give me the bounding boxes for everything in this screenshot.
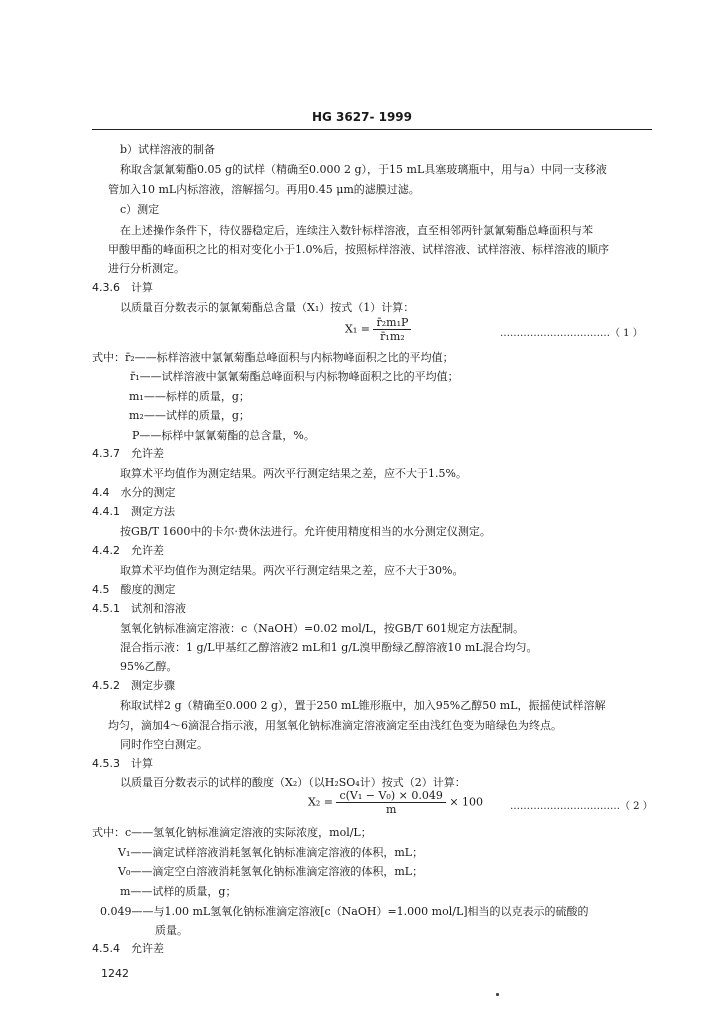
page-header: HG 3627- 1999 [311,110,413,124]
legend-line: 0.049——与1.00 mL氢氧化钠标准滴定溶液[c（NaOH）=1.000 mol/L]相当的以克表示的硫酸的 [100,905,589,918]
para-line: 混合指示液：1 g/L甲基红乙醇溶液2 mL和1 g/L溴甲酚绿乙醇溶液10 mL混合均匀。 [120,641,538,654]
equation-denominator: r̄₁m₂ [380,330,405,343]
para-line: c）测定 [120,203,160,216]
equation-lhs: X₂ = [308,795,333,809]
equation-fraction [336,789,445,816]
section-heading: 4.3.6 计算 [92,281,153,294]
para-line: 甲酸甲酯的峰面积之比的相对变化小于1.0%后，按照标样溶液、试样溶液、试样溶液、标样溶液的顺序 [108,243,609,256]
legend-line: V₀——滴定空白溶液消耗氢氧化钠标准滴定溶液的体积，mL； [118,865,424,878]
para-line: 氢氧化钠标准滴定溶液：c（NaOH）=0.02 mol/L，按GB/T 601规定方法配制。 [120,622,525,635]
equation-number: ……………………………（ 2 ） [510,801,653,812]
legend-line: m——试样的质量，g； [120,885,237,898]
legend-line: 式中：c——氢氧化钠标准滴定溶液的实际浓度，mol/L； [92,826,372,839]
legend-line: P——标样中氯氰菊酯的总含量，%。 [132,429,315,442]
para-line: 在上述操作条件下，待仪器稳定后，连续注入数针标样溶液，直至相邻两针氯氰菊酯总峰面积与苯 [120,224,593,237]
legend-line: 式中：r̄₂——标样溶液中氯氰菊酯总峰面积与内标物峰面积之比的平均值； [92,351,454,364]
section-heading: 4.5.1 试剂和溶液 [92,602,186,615]
para-line: b）试样溶液的制备 [120,143,216,156]
equation-denominator: m [385,803,397,816]
equation-fraction [373,316,411,343]
section-heading: 4.4.2 允许差 [92,544,164,557]
para-line: 以质量百分数表示的氯氰菊酯总含量（X₁）按式（1）计算： [120,301,415,314]
legend-line: m₁——标样的质量，g； [129,390,250,403]
legend-line: 质量。 [155,924,188,937]
section-heading: 4.5.2 测定步骤 [92,679,175,692]
para-line: 管加入10 mL内标溶液，溶解摇匀。再用0.45 μm的滤膜过滤。 [108,183,420,196]
scan-speck [496,993,499,996]
equation-lhs: X₁ = [345,322,370,336]
para-line: 同时作空白测定。 [120,738,208,751]
section-heading: 4.4 水分的测定 [92,486,176,499]
para-line: 称取含氯氰菊酯0.05 g的试样（精确至0.000 2 g），于15 mL具塞玻璃瓶中，用与a）中同一支移液 [120,163,607,176]
para-line: 以质量百分数表示的试样的酸度（X₂）（以H₂SO₄计）按式（2）计算： [120,776,466,789]
para-line: 进行分析测定。 [108,262,185,275]
legend-line: m₂——试样的质量，g； [129,409,250,422]
legend-line: V₁——滴定试样溶液消耗氢氧化钠标准滴定溶液的体积，mL； [118,846,424,859]
para-line: 95%乙醇。 [120,660,178,673]
para-line: 均匀，滴加4～6滴混合指示液，用氢氧化钠标准滴定溶液滴定至由浅红色变为暗绿色为终点。 [108,719,562,732]
equation-2 [308,789,483,816]
section-heading: 4.5.4 允许差 [92,942,164,955]
header-rule [92,129,652,130]
legend-line: r̄₁——试样溶液中氯氰菊酯总峰面积与内标物峰面积之比的平均值； [130,370,459,383]
para-line: 按GB/T 1600中的卡尔·费休法进行。允许使用精度相当的水分测定仪测定。 [120,525,491,538]
section-heading: 4.5 酸度的测定 [92,583,176,596]
section-heading: 4.3.7 允许差 [92,447,164,460]
para-line: 取算术平均值作为测定结果。两次平行测定结果之差，应不大于1.5%。 [120,467,467,480]
section-heading: 4.4.1 测定方法 [92,505,175,518]
equation-numerator: c(V₁ − V₀) × 0.049 [336,789,445,803]
equation-1 [345,316,411,343]
para-line: 取算术平均值作为测定结果。两次平行测定结果之差，应不大于30%。 [120,564,464,577]
section-heading: 4.5.3 计算 [92,757,153,770]
page-number: 1242 [101,967,129,980]
equation-numerator: r̄₂m₁P [373,316,411,330]
para-line: 称取试样2 g（精确至0.000 2 g），置于250 mL锥形瓶中，加入95%乙醇50 mL，振摇使试样溶解 [120,699,606,712]
equation-rhs: × 100 [449,795,484,809]
equation-number: ……………………………（ 1 ） [500,328,643,339]
